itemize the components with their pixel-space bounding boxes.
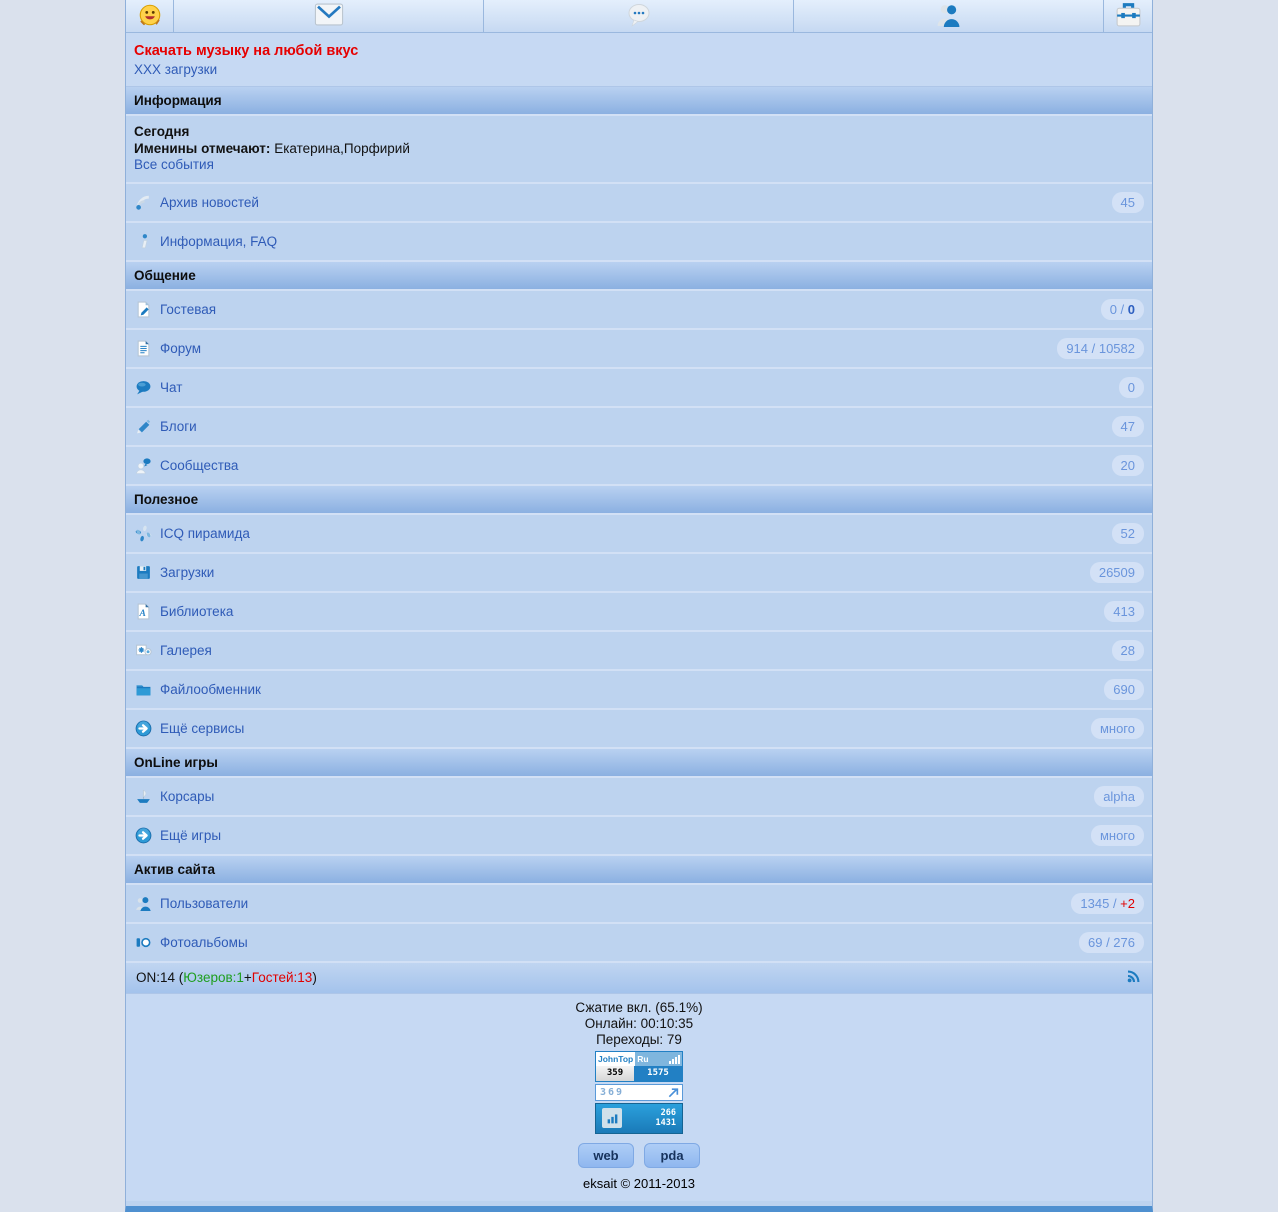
count-badge: 0 (1119, 377, 1144, 398)
transitions-line: Переходы: 79 (596, 1031, 682, 1047)
menu-item-label: Блоги (160, 418, 197, 434)
menu-item-more-games[interactable] (126, 817, 1152, 856)
menu-item-blogs[interactable] (126, 408, 1152, 447)
icq-flower-icon (134, 525, 152, 542)
menu-item-news-archive[interactable] (126, 184, 1152, 223)
section-header-site-activity (126, 856, 1152, 885)
today-block (126, 116, 1152, 184)
menu-item-library[interactable] (126, 593, 1152, 632)
online-users-count: Юзеров:1 (183, 970, 244, 985)
section-title: OnLine игры (134, 754, 218, 770)
menu-item-label: Пользователи (160, 895, 249, 911)
count-badge: много (1091, 825, 1144, 846)
pda-version-button[interactable]: pda (644, 1143, 700, 1168)
smiley-icon (137, 2, 163, 31)
briefcase-icon (1114, 1, 1143, 31)
menu-item-icq-pyramid[interactable] (126, 515, 1152, 554)
johntop-brand: JohnTop (598, 1053, 634, 1064)
downloads-disk-icon (134, 564, 152, 581)
online-guests-count: Гостей:13 (251, 970, 313, 985)
menu-item-label: Библиотека (160, 603, 234, 619)
count-badge: 0 / 0 (1101, 299, 1144, 320)
topbar-profile-button[interactable] (794, 0, 1104, 32)
count-badge: 52 (1112, 523, 1144, 544)
web-version-button[interactable]: web (578, 1143, 634, 1168)
menu-item-label: Информация, FAQ (160, 233, 278, 249)
count-badge: 20 (1112, 455, 1144, 476)
guestbook-icon (134, 301, 152, 318)
menu-item-photo-albums[interactable] (126, 924, 1152, 963)
menu-item-guestbook[interactable] (126, 291, 1152, 330)
menu-item-label: Ещё игры (160, 827, 222, 843)
forum-icon (134, 340, 152, 357)
menu-item-label: Галерея (160, 642, 212, 658)
mode-switcher (126, 1143, 1152, 1168)
page-container (125, 0, 1153, 1212)
signal-bars-icon (651, 1052, 682, 1066)
count-badge: 914 / 10582 (1057, 338, 1144, 359)
rss-icon[interactable] (1126, 968, 1142, 987)
namedays-label: Именины отмечают: (134, 140, 271, 156)
johntop-counts (596, 1066, 682, 1081)
section-title: Общение (134, 267, 196, 283)
topbar-tools-button[interactable] (1104, 0, 1152, 32)
menu-item-users[interactable] (126, 885, 1152, 924)
compression-line: Сжатие вкл. (65.1%) (575, 999, 703, 1015)
folder-icon (134, 681, 152, 698)
online-status-text: ON:14 (Юзеров:1+Гостей:13) (136, 970, 317, 985)
johntop-tld: Ru (637, 1053, 649, 1064)
count-badge: 47 (1112, 416, 1144, 437)
community-icon (134, 457, 152, 474)
promo-block (126, 33, 1152, 87)
menu-item-corsairs[interactable] (126, 778, 1152, 817)
count-badge: alpha (1094, 786, 1144, 807)
count-badge: 1345 / +2 (1071, 893, 1144, 914)
count-badge: 26509 (1090, 562, 1144, 583)
johntop-visitors: 359 (596, 1066, 634, 1081)
menu-item-label: Корсары (160, 788, 215, 804)
hit-counter-value: 369 (600, 1086, 625, 1098)
user-icon (134, 895, 152, 912)
hit-counter-banner[interactable] (595, 1084, 683, 1101)
rating-counter-top: 266 (660, 1108, 676, 1118)
chat-icon (134, 379, 152, 396)
menu-item-gallery[interactable] (126, 632, 1152, 671)
arrow-circle-icon (134, 827, 152, 844)
user-icon (935, 1, 962, 31)
section-title: Полезное (134, 491, 199, 507)
menu-item-label: Сообщества (160, 457, 239, 473)
count-badge: много (1091, 718, 1144, 739)
section-header-useful (126, 486, 1152, 515)
menu-item-label: Чат (160, 379, 183, 395)
count-badge: 413 (1104, 601, 1144, 622)
menu-item-label: Фотоальбомы (160, 934, 248, 950)
menu-item-label: Ещё сервисы (160, 720, 245, 736)
menu-item-info-faq[interactable] (126, 223, 1152, 262)
info-icon (134, 233, 152, 250)
johntop-header (596, 1052, 682, 1066)
counter-banners (126, 1051, 1152, 1134)
menu-item-file-exchange[interactable] (126, 671, 1152, 710)
external-arrow-icon (668, 1087, 682, 1098)
section-title: Актив сайта (134, 861, 216, 877)
promo-music-link[interactable]: Скачать музыку на любой вкус (134, 43, 359, 59)
johntop-counter-banner[interactable] (595, 1051, 683, 1082)
online-status-bar (126, 963, 1152, 994)
ship-icon (134, 788, 152, 805)
rating-counter-values (622, 1108, 682, 1128)
gallery-icon (134, 642, 152, 659)
menu-item-label: Гостевая (160, 301, 217, 317)
menu-item-label: Архив новостей (160, 194, 259, 210)
library-book-icon (134, 603, 152, 620)
menu-item-forum[interactable] (126, 330, 1152, 369)
section-title: Информация (134, 93, 222, 108)
menu-item-chat[interactable] (126, 369, 1152, 408)
all-events-link[interactable]: Все события (134, 157, 214, 172)
menu-item-label: Форум (160, 340, 202, 356)
menu-item-downloads[interactable] (126, 554, 1152, 593)
menu-item-label: ICQ пирамида (160, 525, 250, 541)
menu-item-label: Файлообменник (160, 681, 261, 697)
count-badge: 45 (1112, 192, 1144, 213)
copyright-text: eksait © 2011-2013 (583, 1175, 695, 1191)
topbar-smileys-button[interactable] (126, 0, 174, 32)
menu-item-more-services[interactable] (126, 710, 1152, 749)
photo-album-icon (134, 934, 152, 951)
menu-item-communities[interactable] (126, 447, 1152, 486)
count-badge: 69 / 276 (1079, 932, 1144, 953)
stats-footer (126, 994, 1152, 1201)
chat-bubble-icon (626, 2, 652, 31)
count-badge: 690 (1104, 679, 1144, 700)
count-badge: 28 (1112, 640, 1144, 661)
menu-item-label: Загрузки (160, 564, 215, 580)
topbar (126, 0, 1152, 33)
online-time-line: Онлайн: 00:10:35 (584, 1015, 694, 1031)
mail-icon (314, 3, 344, 29)
arrow-circle-icon (134, 720, 152, 737)
rating-counter-banner[interactable] (595, 1103, 683, 1134)
section-header-online-games (126, 749, 1152, 778)
blog-pencil-icon (134, 418, 152, 435)
johntop-hits: 1575 (634, 1066, 682, 1081)
today-label: Сегодня (134, 124, 190, 139)
svg-text:А: А (138, 607, 146, 619)
bar-chart-icon (602, 1108, 622, 1128)
rating-counter-bottom: 1431 (655, 1118, 676, 1128)
namedays-names: Екатерина,Порфирий (274, 140, 410, 156)
topbar-mail-button[interactable] (174, 0, 484, 32)
news-archive-icon (134, 194, 152, 211)
section-header-communication (126, 262, 1152, 291)
namedays-line (134, 141, 1144, 158)
topbar-chat-button[interactable] (484, 0, 794, 32)
section-header-information (126, 87, 1152, 116)
promo-xxx-link[interactable]: XXX загрузки (134, 62, 218, 77)
